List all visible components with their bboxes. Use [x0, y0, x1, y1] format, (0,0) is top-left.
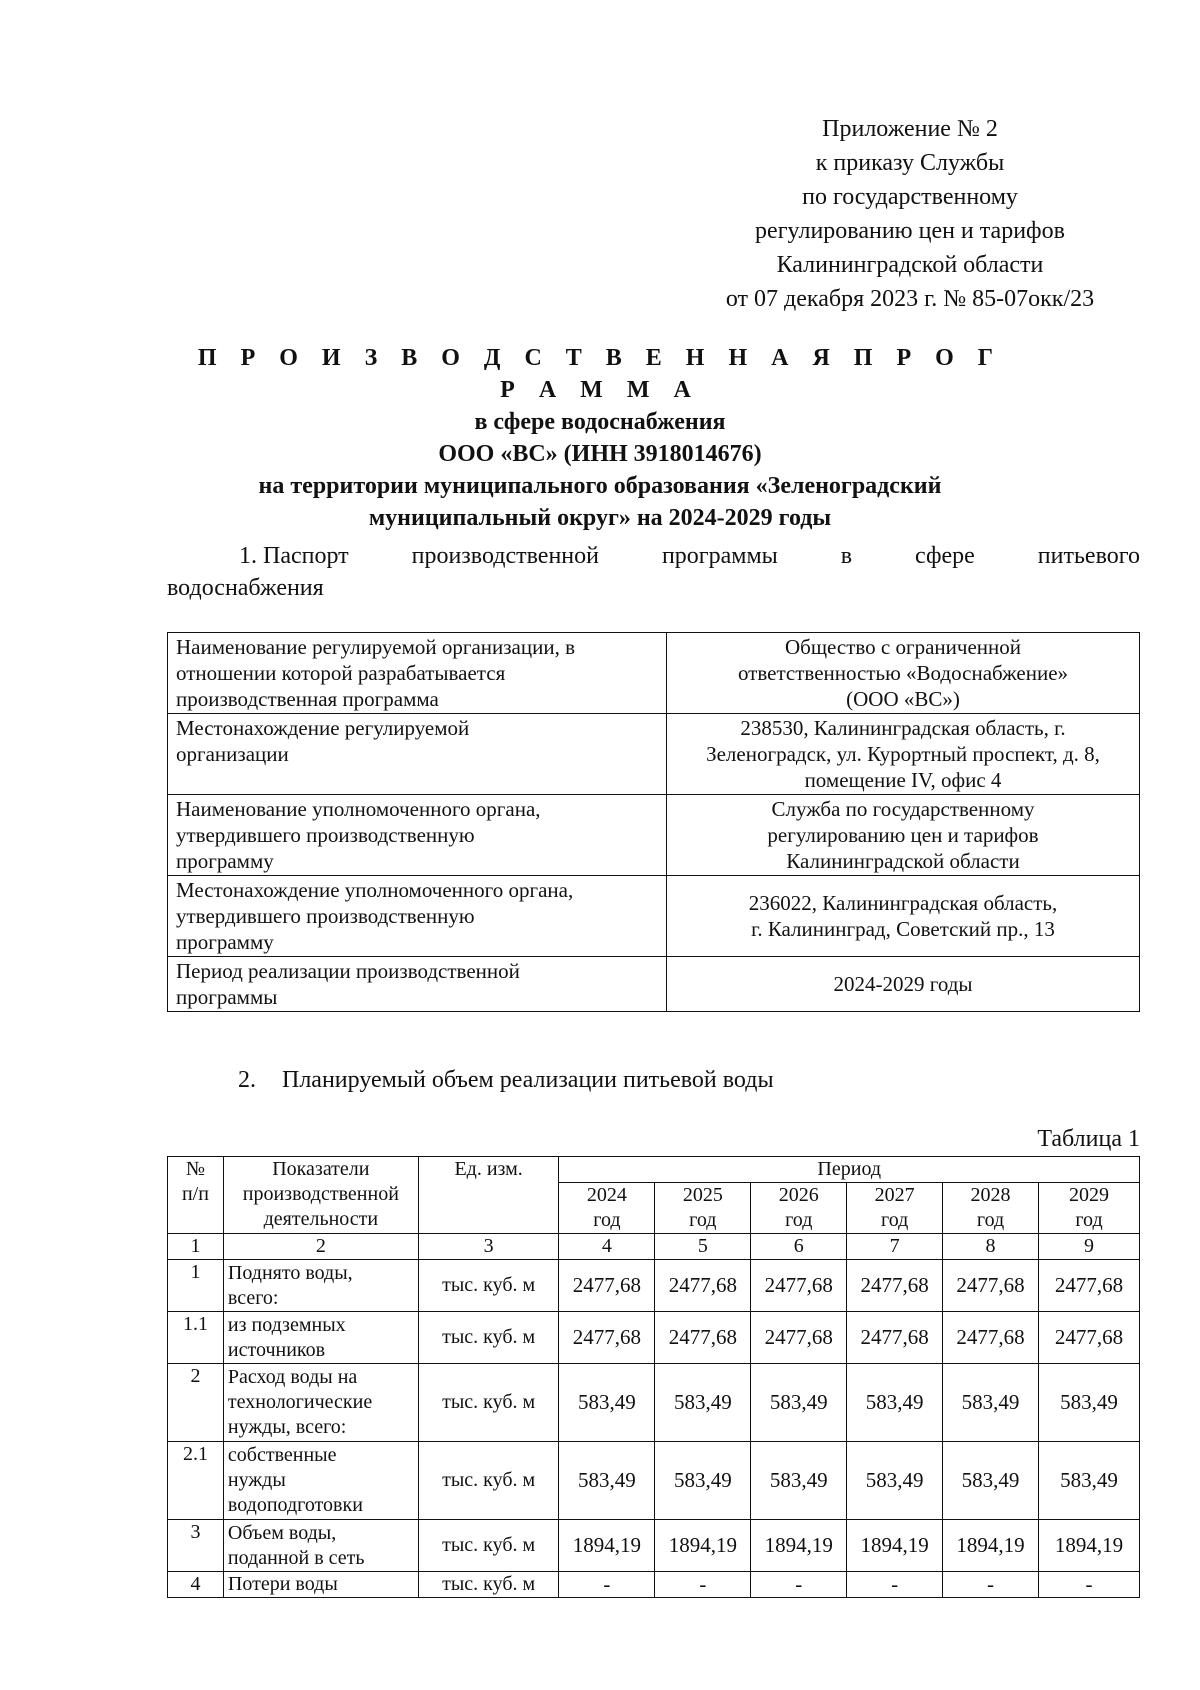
passport-value-line: Калининградской области [786, 849, 1020, 873]
passport-label-line: Местонахождение регулируемой [176, 716, 470, 740]
row-value: 2477,68 [943, 1260, 1039, 1312]
column-number: 9 [1039, 1234, 1140, 1260]
row-value: - [943, 1572, 1039, 1598]
row-value: 1894,19 [943, 1520, 1039, 1572]
table-row [168, 714, 1140, 795]
row-value: 583,49 [943, 1364, 1039, 1442]
row-value: 583,49 [847, 1364, 943, 1442]
passport-label [168, 633, 667, 714]
passport-value-line: Зеленоградск, ул. Курортный проспект, д. 8, [706, 742, 1100, 766]
appendix-line: от 07 декабря 2023 г. № 85-07окк/23 [725, 286, 1095, 312]
passport-value [667, 795, 1140, 876]
header-line: Ед. изм. [454, 1158, 523, 1180]
row-unit: тыс. куб. м [418, 1442, 559, 1520]
row-name: Объем воды, поданной в сеть [223, 1520, 418, 1572]
passport-label-line: программу [176, 930, 274, 954]
passport-label-line: организации [176, 742, 289, 766]
passport-label-line: Наименование уполномоченного органа, [176, 797, 541, 821]
passport-label-line: Период реализации производственной [176, 959, 520, 983]
header-year: 2029 год [1039, 1183, 1140, 1234]
row-value: 2477,68 [1039, 1312, 1140, 1364]
program-title-line: ООО «ВС» (ИНН 3918014676) [438, 441, 762, 467]
passport-value-line: г. Калининград, Советский пр., 13 [751, 917, 1055, 941]
header-num [168, 1157, 224, 1234]
header-line: деятельности [263, 1208, 379, 1230]
row-value: 2477,68 [559, 1312, 655, 1364]
appendix-line: к приказу Службы [815, 150, 1005, 176]
row-value: - [559, 1572, 655, 1598]
row-value: 1894,19 [751, 1520, 847, 1572]
header-year: 2026 год [751, 1183, 847, 1234]
row-value: 583,49 [655, 1364, 751, 1442]
table-row [168, 1260, 1140, 1312]
row-value: 1894,19 [559, 1520, 655, 1572]
passport-label [168, 876, 667, 957]
table-row [168, 1442, 1140, 1520]
row-value: - [751, 1572, 847, 1598]
passport-label-line: Наименование регулируемой организации, в [176, 635, 576, 659]
program-heading: П Р О И З В О Д С Т В Е Н Н А Я П Р О Г Р А М М А [197, 345, 1003, 403]
row-value: 2477,68 [751, 1260, 847, 1312]
appendix-line: Приложение № 2 [822, 116, 998, 142]
row-num: 2 [168, 1364, 224, 1442]
passport-value [667, 633, 1140, 714]
row-value: - [1039, 1572, 1140, 1598]
header-period: Период [559, 1157, 1140, 1183]
column-number: 8 [943, 1234, 1039, 1260]
header-year: 2028 год [943, 1183, 1039, 1234]
row-value: 2477,68 [847, 1312, 943, 1364]
passport-value-line: Общество с ограниченной [785, 635, 1021, 659]
passport-value-line: регулированию цен и тарифов [767, 823, 1039, 847]
table-row [168, 1520, 1140, 1572]
table-row [168, 1364, 1140, 1442]
row-value: 583,49 [847, 1442, 943, 1520]
column-number: 2 [223, 1234, 418, 1260]
row-name: из подземных источников [223, 1312, 418, 1364]
table-row [168, 1572, 1140, 1598]
row-num: 1.1 [168, 1312, 224, 1364]
row-value: 1894,19 [847, 1520, 943, 1572]
row-value: 583,49 [559, 1364, 655, 1442]
header-year: 2024 год [559, 1183, 655, 1234]
passport-value-line: помещение IV, офис 4 [804, 768, 1002, 792]
row-value: 2477,68 [751, 1312, 847, 1364]
row-value: 583,49 [559, 1442, 655, 1520]
header-line: п/п [181, 1183, 209, 1205]
row-value: 1894,19 [655, 1520, 751, 1572]
section-1-word: сфере [915, 543, 975, 569]
passport-table [167, 632, 1140, 1012]
row-value: 583,49 [1039, 1442, 1140, 1520]
row-unit: тыс. куб. м [418, 1312, 559, 1364]
row-value: 583,49 [1039, 1364, 1140, 1442]
passport-value-line: 236022, Калининградская область, [748, 891, 1058, 915]
section-1-line: водоснабжения [167, 575, 324, 601]
passport-label [168, 714, 667, 795]
row-unit: тыс. куб. м [418, 1260, 559, 1312]
row-name: Поднято воды, всего: [223, 1260, 418, 1312]
row-value: 583,49 [751, 1364, 847, 1442]
section-1-word: программы [661, 543, 778, 569]
section-1-word: производственной [411, 543, 599, 569]
row-num: 2.1 [168, 1442, 224, 1520]
row-value: 2477,68 [1039, 1260, 1140, 1312]
row-value: 2477,68 [655, 1260, 751, 1312]
passport-value [667, 876, 1140, 957]
passport-label-line: отношении которой разрабатывается [176, 661, 506, 685]
passport-value-line: (ООО «ВС») [846, 687, 960, 711]
header-line: Показатели [272, 1158, 370, 1180]
passport-value [667, 714, 1140, 795]
passport-label-line: Местонахождение уполномоченного органа, [176, 878, 574, 902]
section-2-number: 2. [238, 1067, 256, 1093]
program-title [180, 342, 1020, 534]
passport-label-line: программу [176, 849, 274, 873]
column-number: 4 [559, 1234, 655, 1260]
passport-value-line: 238530, Калининградская область, г. [740, 716, 1066, 740]
passport-value-line: 2024-2029 годы [833, 972, 973, 996]
column-number: 5 [655, 1234, 751, 1260]
passport-label-line: производственная программа [176, 687, 439, 711]
passport-label-line: утвердившего производственную [176, 904, 475, 928]
passport-label [168, 795, 667, 876]
passport-label-line: программы [176, 985, 278, 1009]
row-value: 583,49 [655, 1442, 751, 1520]
row-num: 3 [168, 1520, 224, 1572]
program-title-line: в сфере водоснабжения [474, 409, 726, 435]
table-header-row [168, 1157, 1140, 1183]
column-number: 7 [847, 1234, 943, 1260]
row-value: 583,49 [943, 1442, 1039, 1520]
row-unit: тыс. куб. м [418, 1364, 559, 1442]
passport-value-line: ответственностью «Водоснабжение» [737, 661, 1069, 685]
table-row [168, 876, 1140, 957]
table-row [168, 795, 1140, 876]
program-title-line: на территории муниципального образования «Зеленоградский [258, 473, 942, 499]
appendix-line: регулированию цен и тарифов [755, 218, 1065, 244]
section-1-line [167, 540, 1140, 572]
header-unit [418, 1157, 559, 1234]
appendix-line: по государственному [802, 184, 1018, 210]
row-value: 2477,68 [559, 1260, 655, 1312]
section-2-heading [238, 1064, 774, 1096]
header-year: 2025 год [655, 1183, 751, 1234]
passport-label [168, 957, 667, 1012]
section-1-word: в [840, 543, 853, 569]
row-value: 1894,19 [1039, 1520, 1140, 1572]
header-year: 2027 год [847, 1183, 943, 1234]
row-name: Потери воды [223, 1572, 418, 1598]
section-1-word: 1. Паспорт [239, 543, 349, 569]
row-value: 2477,68 [943, 1312, 1039, 1364]
header-line: производственной [242, 1183, 399, 1205]
column-number: 1 [168, 1234, 224, 1260]
row-num: 4 [168, 1572, 224, 1598]
row-unit: тыс. куб. м [418, 1520, 559, 1572]
row-num: 1 [168, 1260, 224, 1312]
passport-value-line: Служба по государственному [771, 797, 1035, 821]
appendix-line: Калининградской области [776, 252, 1044, 278]
section-1-word: питьевого [1037, 543, 1140, 569]
table-1-caption: Таблица 1 [1037, 1126, 1140, 1152]
table-row [168, 633, 1140, 714]
table-row [168, 957, 1140, 1012]
column-number: 6 [751, 1234, 847, 1260]
appendix-block [680, 112, 1140, 316]
row-value: 2477,68 [847, 1260, 943, 1312]
passport-label-line: утвердившего производственную [176, 823, 475, 847]
water-volume-table [167, 1156, 1140, 1598]
row-name: Расход воды на технологические нужды, всего: [223, 1364, 418, 1442]
row-value: 583,49 [751, 1442, 847, 1520]
section-1-heading [167, 540, 1140, 604]
passport-value [667, 957, 1140, 1012]
header-indicator [223, 1157, 418, 1234]
row-value: - [655, 1572, 751, 1598]
section-2-title: Планируемый объем реализации питьевой воды [282, 1067, 774, 1093]
row-unit: тыс. куб. м [418, 1572, 559, 1598]
program-title-line: муниципальный округ» на 2024-2029 годы [368, 505, 832, 531]
header-line: № [185, 1158, 205, 1180]
row-value: 2477,68 [655, 1312, 751, 1364]
row-name: собственные нужды водоподготовки [223, 1442, 418, 1520]
row-value: - [847, 1572, 943, 1598]
column-number: 3 [418, 1234, 559, 1260]
column-number-row [168, 1234, 1140, 1260]
table-row [168, 1312, 1140, 1364]
